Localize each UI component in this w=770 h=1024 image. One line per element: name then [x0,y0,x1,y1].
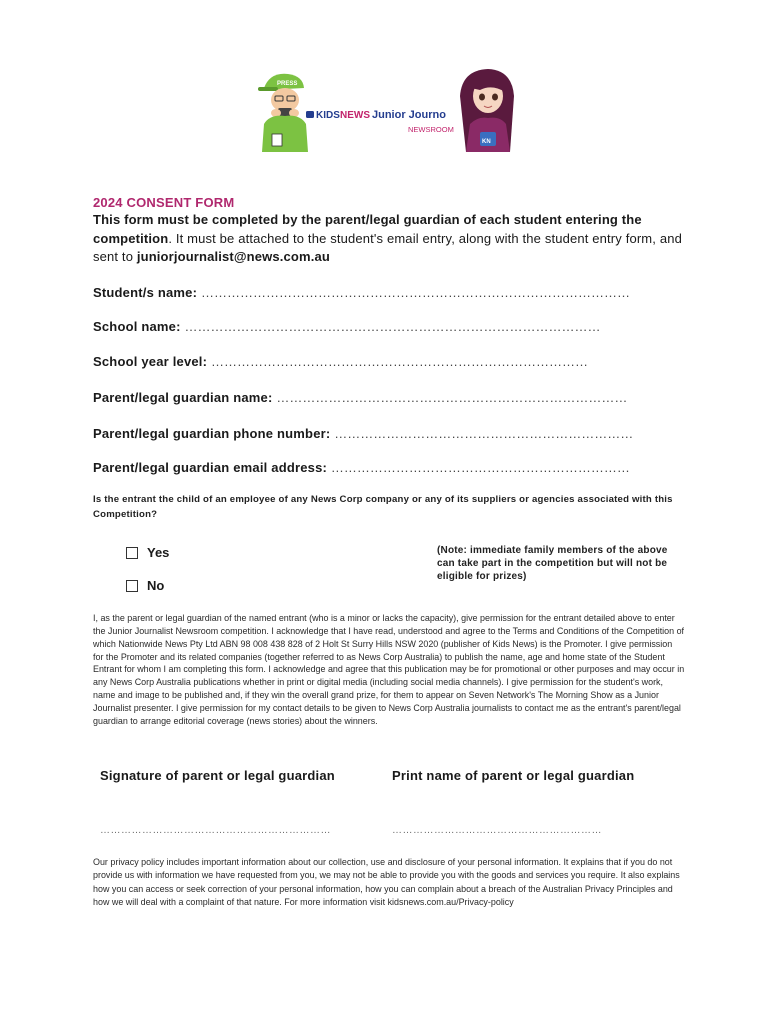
cap-label: PRESS [277,81,298,87]
guardian-name-line[interactable]: ……………………………………………………………………… [276,390,628,405]
yes-option[interactable] [126,545,169,560]
intro-bold: This form must be completed by the parent/legal guardian of each student entering the competition [93,212,642,246]
pad-label: KN [482,139,491,145]
student-name-field[interactable] [93,285,630,300]
no-option[interactable] [126,578,164,593]
brand-junior-journo: Junior Journo [372,109,446,121]
guardian-phone-line[interactable]: …………………………………………………………… [334,426,634,441]
guardian-phone-field[interactable] [93,426,633,441]
no-label: No [147,578,165,593]
guardian-name-field[interactable] [93,390,627,405]
girl-character-illustration [460,69,514,152]
submission-email[interactable]: juniorjournalist@news.com.au [136,249,330,264]
family-note: (Note: immediate family members of the above can take part in the competition but will not be eligible for prizes) [437,545,668,582]
school-name-label: School name: [93,319,181,334]
print-name-label: Print name of parent or legal guardian [392,768,635,783]
no-checkbox[interactable] [126,580,138,592]
privacy-notice: Our privacy policy includes important information about our collection, use and disclosure of your personal information. It explains that if you do not provide us with information we have requested from you, we may not be able to provide you with the goods and services you require. It also explains how you can access or seek correction of your personal information, how you can complain about a breach of the Australian Privacy Principles and how we will deal with a complaint of that nature. For more information visit kidsnews.com.au/Privacy-policy [93,857,680,907]
yes-label: Yes [147,545,170,560]
signature-line[interactable]: ………………………………………………………… [100,825,331,836]
employee-question: Is the entrant the child of an employee of any News Corp company or any of its suppliers or agencies associated with this Competition? [93,494,673,520]
brand-newsroom: NEWSROOM [408,125,454,134]
brand-wordmark [306,109,454,134]
consent-paragraph: I, as the parent or legal guardian of the named entrant (who is a minor or lacks the capacity), give permission for the entrant detailed above to enter the Junior Journalist Newsroom competition. I acknowledge that I have read, understood and agree to the Terms and Conditions of the Competition of which Nationwide News Pty Ltd ABN 98 008 438 828 of 2 Holt St Surry Hills NSW 2020 (publisher of Kids News) is the Promoter. I give permission for the Promoter and its related companies (together referred to as News Corp Australia) to publish the name, age and home state of the Student Entrant for whom I am completing this form. I acknowledge and agree that this publication may be for promotional or other purposes and may occur in any News Corp Australia publications whether in print or digital media (including social media channels). I give permission for the student's work, name and image to be published and, if they win the overall grand prize, for them to appear on Seven Network's The Morning Show as a Junior Journalist presenter. I give permission for my contact details to be given to News Corp Australia journalists to contact me as the entrant's parent/legal guardian to arrange editorial coverage (news stories) about the winners. [93,613,685,726]
brand-kids: KIDS [316,110,340,121]
brand-news: NEWS [340,110,370,121]
guardian-email-field[interactable] [93,460,630,475]
print-name-line[interactable]: …………………………………………………… [392,825,602,836]
school-year-field[interactable] [93,354,588,369]
school-name-line[interactable]: …………………………………………………………………………………… [184,319,601,334]
school-name-field[interactable] [93,319,600,334]
school-year-label: School year level: [93,354,208,369]
student-name-line[interactable]: ……………………………………………………………………………………… [200,285,630,300]
guardian-name-label: Parent/legal guardian name: [93,390,273,405]
signature-label: Signature of parent or legal guardian [100,768,335,783]
boy-character-illustration [258,74,308,152]
student-name-label: Student/s name: [93,285,198,300]
form-title: 2024 CONSENT FORM [93,195,235,210]
yes-checkbox[interactable] [126,547,138,559]
kidsnews-junior-journo-logo [248,66,520,152]
intro-rest: . It must be attached to the student's email entry, along with the student entry form, and sent to [93,230,682,264]
guardian-email-line[interactable]: …………………………………………………………… [330,460,630,475]
guardian-phone-label: Parent/legal guardian phone number: [93,426,331,441]
guardian-email-label: Parent/legal guardian email address: [93,460,328,475]
form-intro [93,211,693,267]
school-year-line[interactable]: …………………………………………………………………………… [210,354,588,369]
